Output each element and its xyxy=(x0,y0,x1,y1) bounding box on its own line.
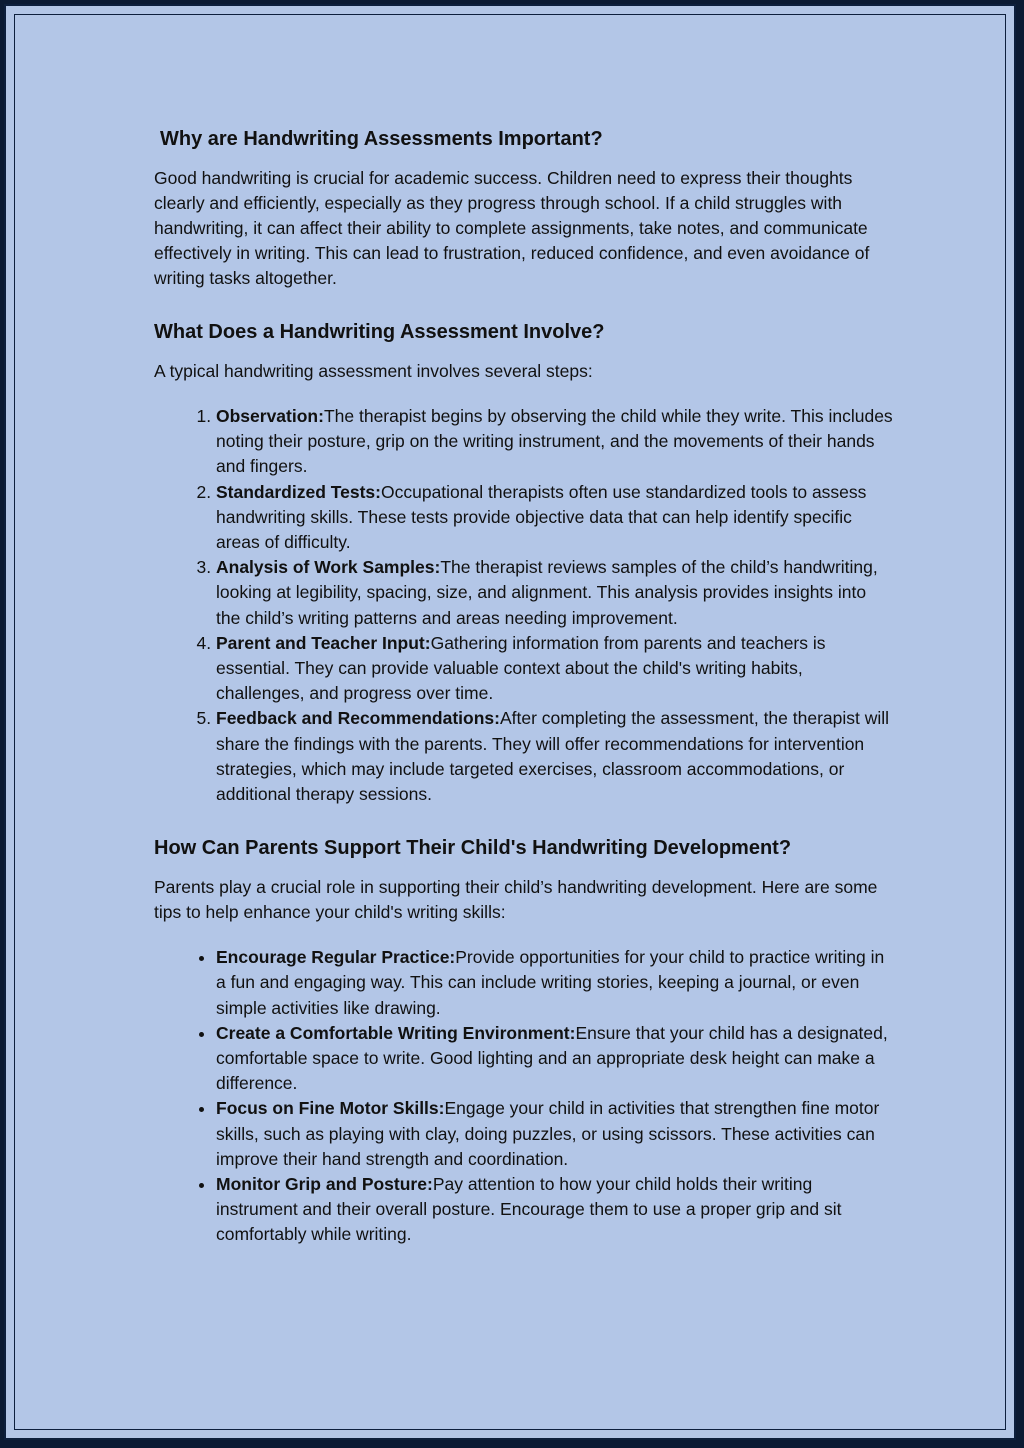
step-term: Analysis of Work Samples: xyxy=(216,557,441,578)
section-intro: Parents play a crucial role in supporting their child’s handwriting development. Here are some tips to help enhance your child's writing skills: xyxy=(154,877,878,923)
step-text: Occupational therapists often use standardized tools to assess handwriting skills. These tests provide objective data that can help identify specific areas of difficulty. xyxy=(216,481,867,553)
tip-term: Create a Comfortable Writing Environment: xyxy=(216,1022,576,1043)
list-item xyxy=(216,706,894,807)
step-text: The therapist reviews samples of the child’s handwriting, looking at legibility, spacing, size, and alignment. This analysis provides insights into the child’s writing patterns and areas needing improvement. xyxy=(216,557,878,628)
tip-term: Encourage Regular Practice: xyxy=(216,947,456,968)
step-term: Standardized Tests: xyxy=(216,481,381,502)
tip-text: Provide opportunities for your child to practice writing in a fun and engaging way. This can include writing stories, keeping a journal, or even simple activities like drawing. xyxy=(216,947,885,1018)
tip-term: Monitor Grip and Posture: xyxy=(216,1174,433,1195)
list-item xyxy=(216,480,894,556)
document-page xyxy=(4,4,1016,1440)
step-text: The therapist begins by observing the child while they write. This includes noting their posture, grip on the writing instrument, and the movements of their hands and fingers. xyxy=(216,406,893,477)
section-intro: A typical handwriting assessment involves several steps: xyxy=(154,361,593,381)
list-item xyxy=(216,1021,894,1097)
tips-list xyxy=(154,945,894,1247)
tip-text: Pay attention to how your child holds their writing instrument and their overall posture. Encourage them to use a proper grip and sit comfortably while writing. xyxy=(216,1174,842,1245)
section-parent-support xyxy=(154,835,894,1247)
tip-text: Engage your child in activities that strengthen fine motor skills, such as playing with clay, doing puzzles, or using scissors. These activities can improve their hand strength and coordination. xyxy=(216,1098,880,1169)
section-heading: Why are Handwriting Assessments Important? xyxy=(160,128,603,150)
section-assessment-steps xyxy=(154,319,894,807)
step-text: Gathering information from parents and teachers is essential. They can provide valuable context about the child's writing habits, challenges, and progress over time. xyxy=(216,632,826,704)
step-term: Observation: xyxy=(216,406,324,426)
section-heading: How Can Parents Support Their Child's Handwriting Development? xyxy=(154,837,792,860)
list-item xyxy=(216,1096,894,1172)
section-body: Good handwriting is crucial for academic success. Children need to express their thoughts clearly and efficiently, especially as they progress through school. If a child struggles with handwriting, it can affect their ability to complete assignments, take notes, and communicate effectively in writing. This can lead to frustration, reduced confidence, and even avoidance of writing tasks altogether. xyxy=(154,168,870,288)
list-item xyxy=(216,404,894,480)
list-item xyxy=(216,555,894,631)
list-item xyxy=(216,631,894,707)
section-importance xyxy=(154,126,894,291)
document-content xyxy=(154,126,894,1276)
steps-list xyxy=(154,404,894,807)
list-item xyxy=(216,1172,894,1248)
step-text: After completing the assessment, the therapist will share the findings with the parents. They will offer recommendations for intervention strategies, which may include targeted exercises, classroom accommodations, or additional therapy sessions. xyxy=(216,708,890,805)
tip-text: Ensure that your child has a designated, comfortable space to write. Good lighting and an appropriate desk height can make a difference. xyxy=(216,1022,888,1094)
section-heading: What Does a Handwriting Assessment Involve? xyxy=(154,321,605,343)
list-item xyxy=(216,945,894,1021)
step-term: Parent and Teacher Input: xyxy=(216,632,431,653)
tip-term: Focus on Fine Motor Skills: xyxy=(216,1098,445,1119)
step-term: Feedback and Recommendations: xyxy=(216,708,500,729)
